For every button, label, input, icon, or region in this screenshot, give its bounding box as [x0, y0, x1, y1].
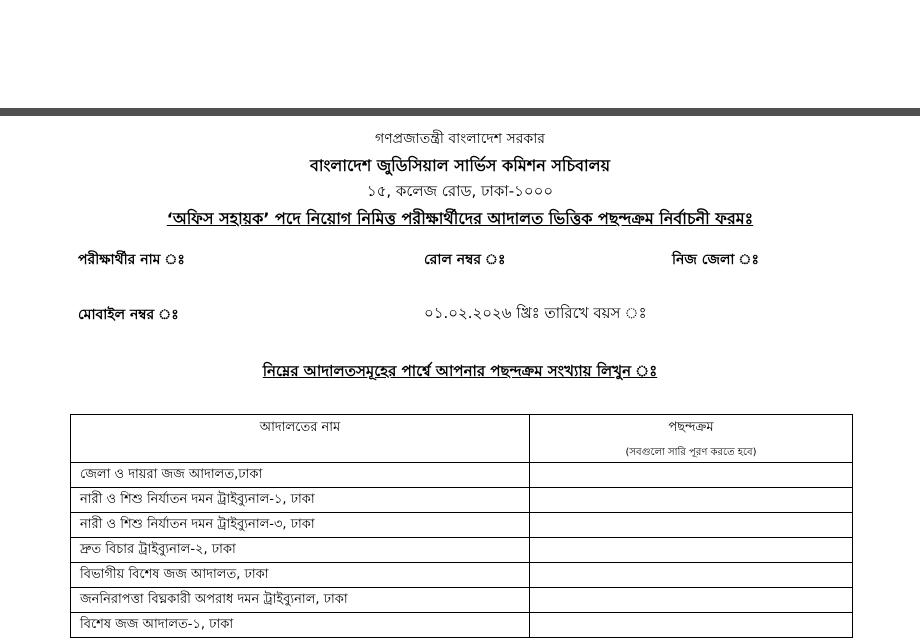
table-row — [71, 488, 853, 513]
table-row — [71, 538, 853, 563]
instruction-text: নিম্নের আদালতসমূহের পার্শ্বে আপনার পছন্দক্রম সংখ্যায় লিখুন ঃ — [262, 362, 658, 380]
preference-input-cell[interactable] — [530, 563, 853, 588]
secretariat-heading: বাংলাদেশ জুডিসিয়াল সার্ভিস কমিশন সচিবালয় — [309, 156, 610, 175]
court-name-cell: দ্রুত বিচার ট্রাইব্যুনাল-২, ঢাকা — [71, 538, 530, 563]
preference-input-cell[interactable] — [530, 538, 853, 563]
table-header-row — [71, 415, 853, 463]
preference-input-cell[interactable] — [530, 613, 853, 638]
preference-input-cell[interactable] — [530, 463, 853, 488]
court-name-cell: নারী ও শিশু নির্যাতন দমন ট্রাইব্যুনাল-১, ঢাকা — [71, 488, 530, 513]
court-name-cell: নারী ও শিশু নির্যাতন দমন ট্রাইব্যুনাল-৩, ঢাকা — [71, 513, 530, 538]
top-divider-bar — [0, 108, 920, 116]
court-name-cell: জননিরাপত্তা বিঘ্নকারী অপরাধ দমন ট্রাইব্যুনাল, ঢাকা — [71, 588, 530, 613]
court-name-cell: বিশেষ জজ আদালত-১, ঢাকা — [71, 613, 530, 638]
home-district-label: নিজ জেলা ঃ — [672, 252, 759, 268]
preference-input-cell[interactable] — [530, 588, 853, 613]
form-title: ‘অফিস সহায়ক’ পদে নিয়োগ নিমিত্ত পরীক্ষার্থীদের আদালত ভিত্তিক পছন্দক্রম নির্বাচনী ফরমঃ — [166, 209, 754, 228]
table-row — [71, 588, 853, 613]
table-row — [71, 463, 853, 488]
mobile-number-label: মোবাইল নম্বর ঃ — [78, 307, 179, 323]
office-address: ১৫, কলেজ রোড, ঢাকা-১০০০ — [366, 182, 554, 200]
preference-header — [530, 415, 853, 463]
roll-number-label: রোল নম্বর ঃ — [424, 252, 506, 268]
court-name-cell: বিভাগীয় বিশেষ জজ আদালত, ঢাকা — [71, 563, 530, 588]
candidate-name-label: পরীক্ষার্থীর নাম ঃ — [78, 252, 185, 268]
table-row — [71, 563, 853, 588]
preference-input-cell[interactable] — [530, 513, 853, 538]
age-on-date-label: ০১.০২.২০২৬ খ্রিঃ তারিখে বয়স ঃ — [424, 304, 647, 322]
court-name-cell: জেলা ও দায়রা জজ আদালত,ঢাকা — [71, 463, 530, 488]
preference-header-label: পছন্দক্রম — [668, 420, 714, 435]
preference-input-cell[interactable] — [530, 488, 853, 513]
table-row — [71, 513, 853, 538]
table-row — [71, 613, 853, 638]
court-preference-table — [70, 414, 853, 638]
court-name-header: আদালতের নাম — [71, 415, 530, 463]
preference-header-note: (সবগুলো সারি পূরণ করতে হবে) — [625, 447, 757, 458]
government-heading: গণপ্রজাতন্ত্রী বাংলাদেশ সরকার — [375, 131, 545, 147]
